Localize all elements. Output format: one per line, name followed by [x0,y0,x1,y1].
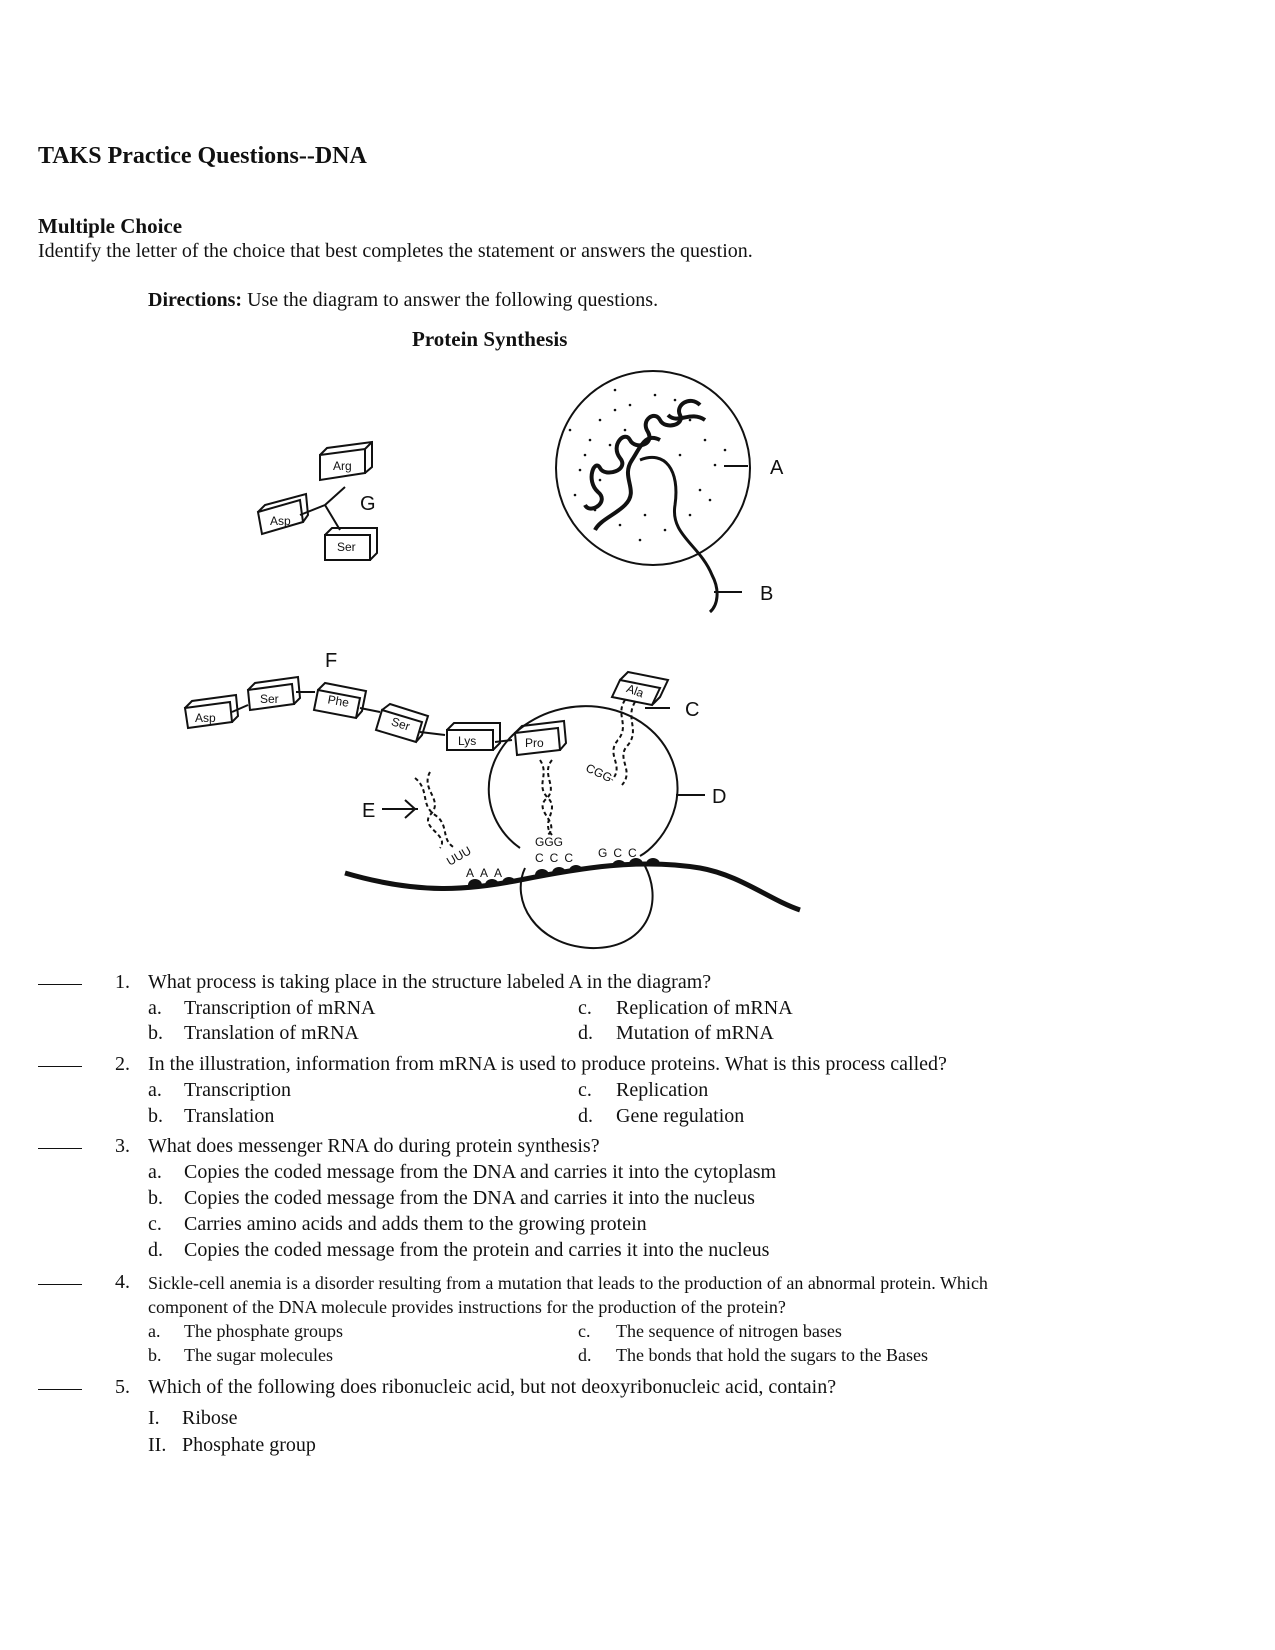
roman-2: II. [148,1434,167,1456]
choice-letter-4d: d. [578,1345,592,1365]
choice-letter-4a: a. [148,1321,161,1341]
ribosome [489,706,705,948]
choice-letter-2b: b. [148,1105,163,1127]
choice-1c: Replication of mRNA [616,997,793,1019]
question-number-1: 1. [115,971,130,993]
instructions: Identify the letter of the choice that best completes the statement or answers the question. [38,240,753,262]
choice-3b: Copies the coded message from the DNA and carries it into the nucleus [184,1187,755,1209]
label-e: E [362,800,376,822]
polypeptide-chain-f [185,677,566,755]
choice-letter-3b: b. [148,1187,163,1209]
choice-4c: The sequence of nitrogen bases [616,1321,842,1341]
choice-letter-3a: a. [148,1161,162,1183]
question-number-5: 5. [115,1376,130,1398]
question-number-2: 2. [115,1053,130,1075]
diagram-title: Protein Synthesis [412,327,568,351]
choice-2d: Gene regulation [616,1105,745,1127]
choice-letter-1a: a. [148,997,162,1019]
label-c: C [685,699,700,721]
choice-2c: Replication [616,1079,709,1101]
answer-blank-5[interactable] [38,1389,82,1390]
roman-1: I. [148,1407,160,1429]
choice-3c: Carries amino acids and adds them to the growing protein [184,1213,647,1235]
question-text-3: What does messenger RNA do during protein synthesis? [148,1135,600,1157]
directions-label: Directions: [148,289,243,311]
aa-f-2: Ser [260,692,279,706]
question-text-4-line2: component of the DNA molecule provides instructions for the production of the protein? [148,1297,786,1317]
choice-letter-4c: c. [578,1321,591,1341]
question-text-1: What process is taking place in the structure labeled A in the diagram? [148,971,712,993]
aa-g-1: Arg [333,459,352,473]
choice-letter-1d: d. [578,1022,593,1044]
anticodon-e: UUU [444,843,474,869]
choice-letter-3d: d. [148,1239,163,1261]
label-a: A [770,457,784,479]
choice-2b: Translation [184,1105,275,1127]
aa-f-1: Asp [195,711,216,725]
label-g: G [360,493,376,515]
anticodon-c: CGG [583,760,615,786]
choice-letter-1c: c. [578,997,592,1019]
choice-2a: Transcription [184,1079,292,1101]
choice-letter-4b: b. [148,1345,162,1365]
aa-c: Ala [624,681,646,701]
choice-letter-2c: c. [578,1079,592,1101]
nucleus [556,371,750,612]
answer-blank-4[interactable] [38,1284,82,1285]
choice-3d: Copies the coded message from the protein and carries it into the nucleus [184,1239,770,1261]
trna-pro [540,760,552,835]
question-text-4-line1: Sickle-cell anemia is a disorder resulting from a mutation that leads to the production of an abnormal protein. Which [148,1273,988,1293]
aa-g-3: Ser [337,540,356,554]
directions-text: Use the diagram to answer the following questions. [242,289,659,311]
choice-4d: The bonds that hold the sugars to the Bases [616,1345,928,1365]
codon-3: GCC [598,846,643,860]
label-f: F [325,650,338,672]
codon-1: AAA [466,866,509,880]
choice-letter-1b: b. [148,1022,163,1044]
anticodon-pro: GGG [535,835,564,849]
aa-f-6: Pro [525,736,544,750]
choice-1a: Transcription of mRNA [184,997,376,1019]
question-text-2: In the illustration, information from mRNA is used to produce proteins. What is this process called? [148,1053,947,1075]
choice-letter-3c: c. [148,1213,162,1235]
question-number-4: 4. [115,1271,130,1293]
section-heading: Multiple Choice [38,214,183,238]
trna-e [382,772,455,848]
page-title: TAKS Practice Questions--DNA [38,143,367,169]
aa-g-2: Asp [270,514,291,528]
choice-3a: Copies the coded message from the DNA and carries it into the cytoplasm [184,1161,777,1183]
choice-1b: Translation of mRNA [184,1022,359,1044]
aa-f-3: Phe [326,692,351,710]
choice-4b: The sugar molecules [184,1345,333,1365]
answer-blank-3[interactable] [38,1148,82,1149]
choice-1d: Mutation of mRNA [616,1022,774,1044]
answer-blank-2[interactable] [38,1066,82,1067]
answer-blank-1[interactable] [38,984,82,985]
choice-4a: The phosphate groups [184,1321,343,1341]
question-text-5: Which of the following does ribonucleic acid, but not deoxyribonucleic acid, contain? [148,1376,837,1398]
item-5-2: Phosphate group [182,1434,316,1456]
aa-f-4: Ser [389,714,412,734]
codon-2: CCC [535,851,579,865]
label-d: D [712,786,727,808]
item-5-1: Ribose [182,1407,238,1429]
chromatin-dots [569,389,727,542]
choice-letter-2a: a. [148,1079,162,1101]
choice-letter-2d: d. [578,1105,593,1127]
label-b: B [760,583,774,605]
question-number-3: 3. [115,1135,130,1157]
aa-f-5: Lys [458,734,477,748]
